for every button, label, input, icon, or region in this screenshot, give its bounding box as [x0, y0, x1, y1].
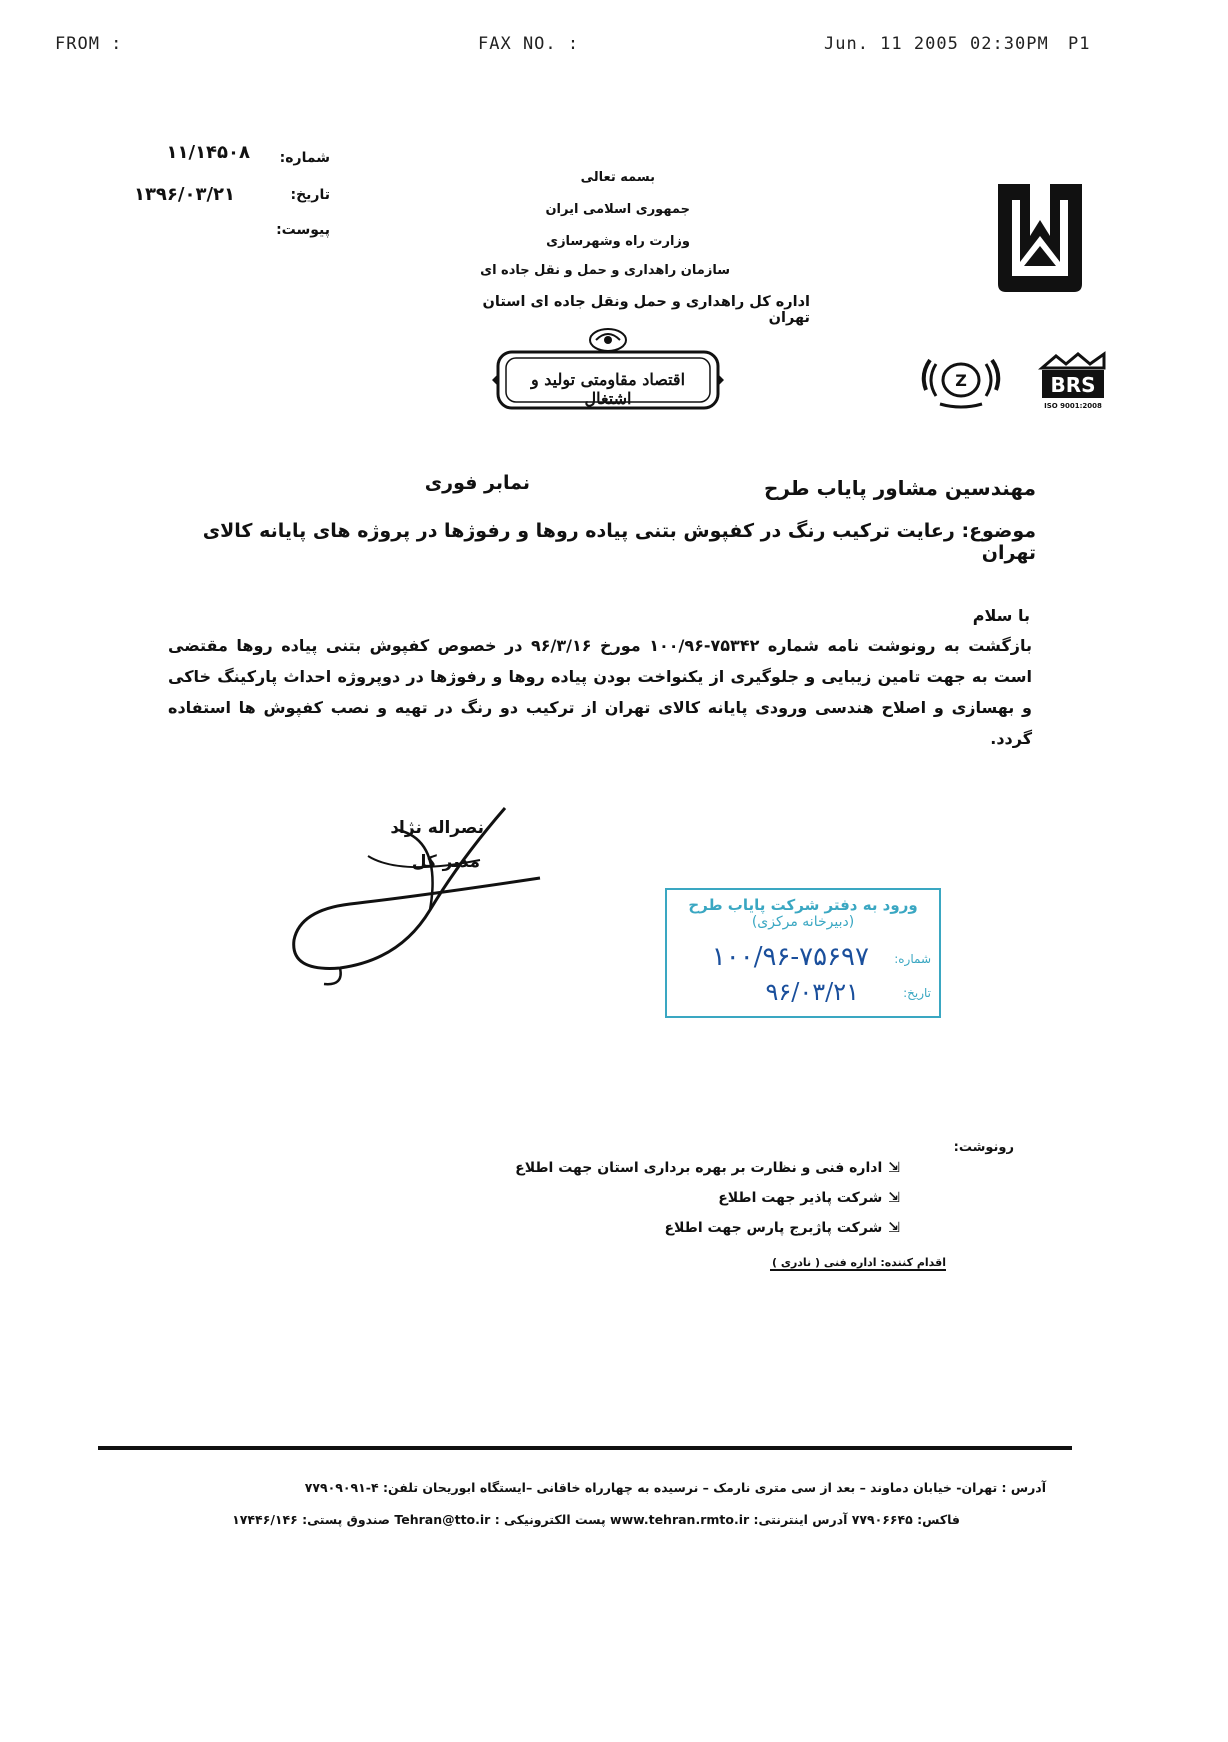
greeting: با سلام: [972, 606, 1030, 625]
cc-label: رونوشت:: [953, 1140, 1014, 1155]
header-organization: سازمان راهداری و حمل و نقل جاده ای: [480, 263, 730, 278]
fax-number: FAX NO. :: [478, 34, 580, 54]
number-value: ۱۱/۱۴۵۰۸: [166, 142, 250, 163]
fax-type: نمابر فوری: [424, 472, 530, 494]
header-ministry: وزارت راه وشهرسازی: [546, 234, 690, 249]
fax-from: FROM :: [55, 34, 123, 54]
cc-arrow-icon: ⇲: [888, 1160, 900, 1176]
receipt-stamp: [665, 888, 941, 1018]
cc-arrow-icon: ⇲: [888, 1190, 900, 1206]
subject: موضوع: رعایت ترکیب رنگ در کفپوش بتنی پیاده روها و رفوژها در پروژه های پایانه کالای تهران: [202, 520, 1036, 564]
attachment-label: پیوست:: [276, 222, 330, 238]
signatory-name: نصراله نژاد: [390, 818, 484, 838]
brs-text: BRS: [1050, 373, 1096, 397]
signatory-title: مدیر کل: [411, 852, 480, 872]
date-value: ۱۳۹۶/۰۳/۲۱: [133, 184, 235, 205]
stamp-date-value: ۹۶/۰۳/۲۱: [765, 978, 859, 1006]
list-item: ⇲اداره فنی و نظارت بر بهره برداری استان جهت اطلاع: [515, 1160, 900, 1176]
footer-divider: [98, 1446, 1072, 1450]
footer-contact: فاکس: ۷۷۹۰۶۶۴۵ آدرس اینترنتی: www.tehran.rmto.ir پست الکترونیکی : Tehran@tto.ir صندوق پستی: ۱۷۴۴۶/۱۴۶: [232, 1512, 960, 1527]
certification-seal-icon: [916, 350, 1006, 410]
stamp-title: ورود به دفتر شرکت پایاب طرح: [688, 896, 918, 914]
body-paragraph: بازگشت به رونوشت نامه شماره ۷۵۳۴۲-۱۰۰/۹۶ مورخ ۹۶/۳/۱۶ در خصوص کفپوش بتنی پیاده روها مقتضی است به جهت تامین زیبایی و جلوگیری از یکنواخت بودن پیاده روها و رفوژها در دوپروژه احداث پارکینگ خاکی و بهسازی و اصلاح هندسی ورودی پایانه کالای تهران از ترکیب دو رنگ در تهیه و نصب کفپوش ها استفاده گردد.: [168, 636, 1032, 748]
rmto-logo-icon: [990, 176, 1090, 300]
header-republic: جمهوری اسلامی ایران: [545, 202, 690, 217]
stamp-date-label: تاریخ:: [903, 986, 931, 1000]
fax-datetime: Jun. 11 2005 02:30PM: [824, 34, 1049, 54]
svg-text:Z: Z: [955, 371, 967, 390]
cc-arrow-icon: ⇲: [888, 1220, 900, 1236]
list-item: ⇲شرکت پاژبرج پارس جهت اطلاع: [664, 1220, 900, 1236]
recipient: مهندسین مشاور پایاب طرح: [763, 476, 1036, 500]
footer-address: آدرس : تهران- خیابان دماوند – بعد از سی متری نارمک – نرسیده به چهارراه خاقانی –ایستگاه ابوریحان تلفن: ۴-۷۷۹۰۹۰۹۱: [304, 1480, 1046, 1495]
action-by: اقدام کننده: اداره فنی ( نادری ): [770, 1256, 946, 1271]
fax-page: P1: [1068, 34, 1091, 54]
stamp-number-value: ۱۰۰/۹۶-۷۵۶۹۷: [711, 942, 869, 972]
stamp-number-label: شماره:: [894, 952, 931, 966]
brs-logo-icon: [1038, 350, 1108, 416]
stamp-subtitle: (دبیرخانه مرکزی): [751, 914, 855, 930]
slogan-emblem: [488, 326, 728, 416]
slogan-text: اقتصاد مقاومتی تولید و اشتغال: [530, 370, 686, 408]
header-department: اداره کل راهداری و حمل ونقل جاده ای استان تهران: [482, 294, 810, 326]
iso-text: ISO 9001:2008: [1044, 402, 1102, 410]
header-bismillah: بسمه تعالی: [580, 170, 655, 185]
date-label: تاریخ:: [290, 187, 330, 203]
list-item: ⇲شرکت پاذیر جهت اطلاع: [718, 1190, 900, 1206]
number-label: شماره:: [279, 150, 330, 166]
